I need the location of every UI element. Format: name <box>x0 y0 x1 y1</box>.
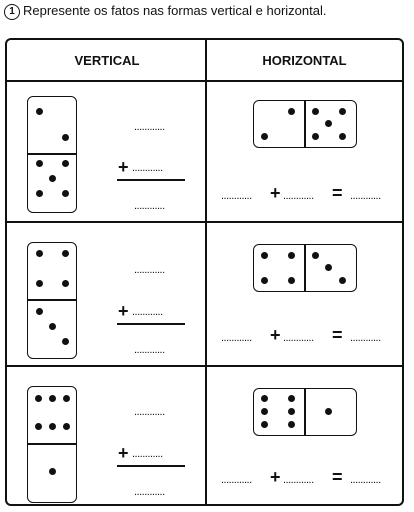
sum-line <box>117 323 185 325</box>
exercise-table <box>5 38 404 506</box>
plus-sign: + <box>270 325 281 345</box>
domino-pip <box>62 250 69 257</box>
answer-blank[interactable]: ............ <box>350 332 381 344</box>
answer-blank[interactable]: ............ <box>283 190 314 202</box>
answer-blank[interactable]: ............ <box>134 486 165 498</box>
sum-line <box>117 465 185 467</box>
domino-pip <box>312 252 319 259</box>
domino-pip <box>339 277 346 284</box>
domino-pip <box>288 108 295 115</box>
answer-blank[interactable]: ............ <box>132 448 163 460</box>
domino-pip <box>35 395 42 402</box>
domino-pip <box>62 190 69 197</box>
domino-pip <box>288 252 295 259</box>
answer-blank[interactable]: ............ <box>134 406 165 418</box>
answer-blank[interactable]: ............ <box>283 474 314 486</box>
domino-divider <box>304 245 306 291</box>
instruction-number: 1 <box>4 4 20 20</box>
answer-blank[interactable]: ............ <box>134 264 165 276</box>
domino-pip <box>49 175 56 182</box>
vertical-domino <box>27 386 77 503</box>
domino-divider <box>304 389 306 435</box>
row-divider <box>7 365 402 367</box>
plus-sign: + <box>270 183 281 203</box>
domino-pip <box>288 421 295 428</box>
domino-pip <box>62 280 69 287</box>
vertical-domino <box>27 242 77 359</box>
plus-sign: + <box>270 467 281 487</box>
domino-pip <box>49 395 56 402</box>
answer-blank[interactable]: ............ <box>132 162 163 174</box>
domino-pip <box>312 108 319 115</box>
domino-pip <box>288 408 295 415</box>
domino-pip <box>35 423 42 430</box>
domino-pip <box>49 323 56 330</box>
domino-pip <box>62 160 69 167</box>
domino-pip <box>261 252 268 259</box>
domino-pip <box>62 338 69 345</box>
header-vertical: VERTICAL <box>7 40 207 82</box>
answer-blank[interactable]: ............ <box>134 121 165 133</box>
answer-blank[interactable]: ............ <box>132 306 163 318</box>
answer-blank[interactable]: ............ <box>350 190 381 202</box>
domino-pip <box>49 423 56 430</box>
domino-divider <box>28 153 76 155</box>
domino-pip <box>339 133 346 140</box>
domino-pip <box>36 280 43 287</box>
sum-line <box>117 179 185 181</box>
answer-blank[interactable]: ............ <box>350 474 381 486</box>
instruction-text: Represente os fatos nas formas vertical e horizontal. <box>23 3 327 18</box>
domino-pip <box>36 160 43 167</box>
equals-sign: = <box>332 467 343 487</box>
answer-blank[interactable]: ............ <box>221 332 252 344</box>
horizontal-domino <box>253 244 357 292</box>
domino-pip <box>261 395 268 402</box>
domino-pip <box>325 264 332 271</box>
answer-blank[interactable]: ............ <box>134 344 165 356</box>
domino-pip <box>261 277 268 284</box>
domino-pip <box>325 408 332 415</box>
domino-pip <box>36 308 43 315</box>
vertical-domino <box>27 96 77 213</box>
domino-pip <box>36 108 43 115</box>
domino-pip <box>288 277 295 284</box>
domino-pip <box>63 423 70 430</box>
instruction <box>4 1 326 21</box>
domino-pip <box>288 395 295 402</box>
horizontal-domino <box>253 388 357 436</box>
horizontal-domino <box>253 100 357 148</box>
plus-sign: + <box>118 443 129 463</box>
domino-pip <box>325 120 332 127</box>
answer-blank[interactable]: ............ <box>221 190 252 202</box>
answer-blank[interactable]: ............ <box>134 200 165 212</box>
header-horizontal: HORIZONTAL <box>207 40 402 82</box>
row-divider <box>7 221 402 223</box>
domino-pip <box>339 108 346 115</box>
plus-sign: + <box>118 157 129 177</box>
domino-pip <box>261 133 268 140</box>
answer-blank[interactable]: ............ <box>221 474 252 486</box>
domino-pip <box>49 468 56 475</box>
domino-pip <box>63 395 70 402</box>
equals-sign: = <box>332 325 343 345</box>
column-divider <box>205 40 207 504</box>
equals-sign: = <box>332 183 343 203</box>
plus-sign: + <box>118 301 129 321</box>
domino-pip <box>62 134 69 141</box>
domino-pip <box>261 408 268 415</box>
domino-pip <box>36 250 43 257</box>
domino-pip <box>261 421 268 428</box>
domino-divider <box>304 101 306 147</box>
domino-pip <box>312 133 319 140</box>
domino-pip <box>36 190 43 197</box>
domino-divider <box>28 443 76 445</box>
answer-blank[interactable]: ............ <box>283 332 314 344</box>
domino-divider <box>28 299 76 301</box>
